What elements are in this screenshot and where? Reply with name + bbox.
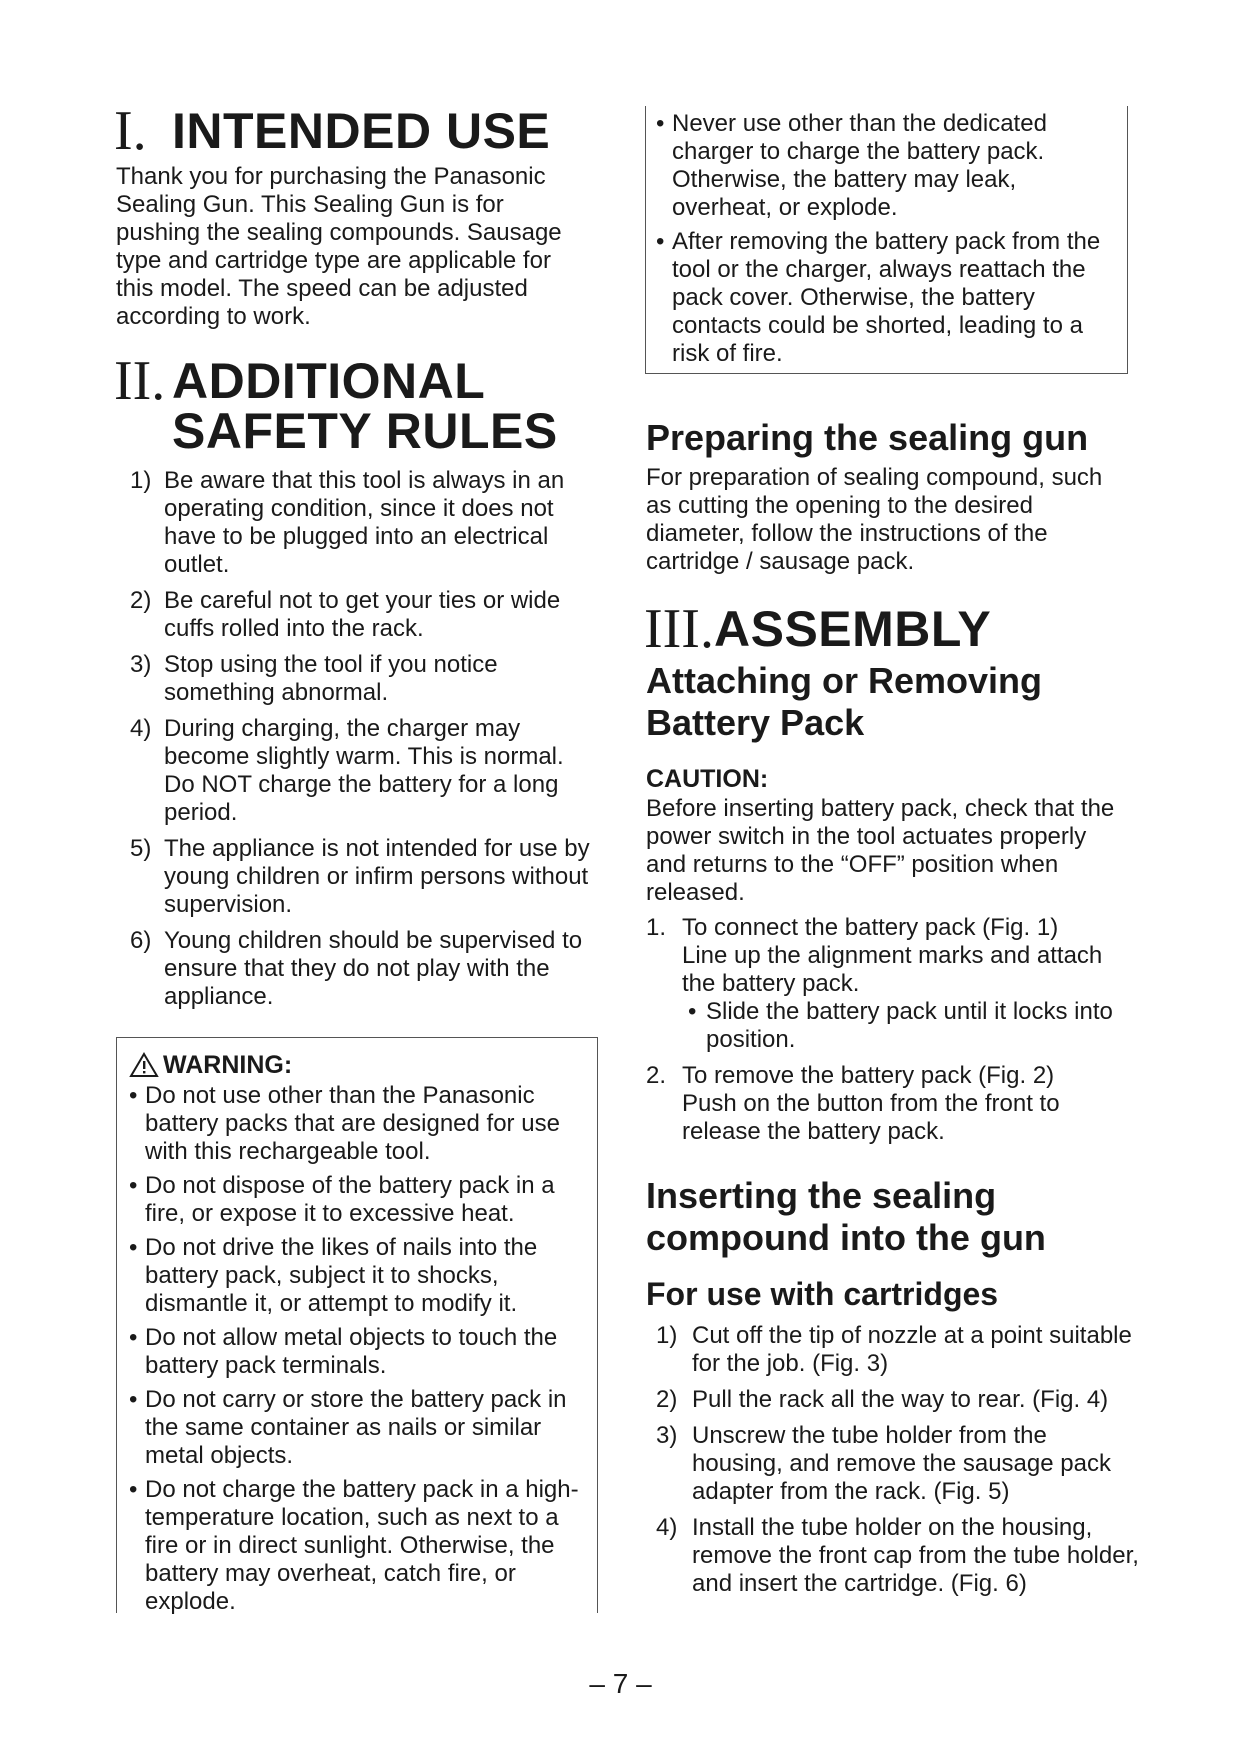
list-item: 2) Pull the rack all the way to rear. (Fig. 4) (656, 1386, 1109, 1413)
section-title-line2: SAFETY RULES (172, 403, 558, 459)
list-item: 2) Be careful not to get your ties or wide cuffs rolled into the rack. (130, 587, 561, 642)
page-number: – 7 – (589, 1668, 652, 1699)
list-item: 2. To remove the battery pack (Fig. 2) Push on the button from the front to release the battery pack. (646, 1062, 1060, 1145)
list-item: • Do not drive the likes of nails into the battery pack, subject it to shocks, dismantle it, or attempt to modify it. (129, 1234, 587, 1318)
warning-box (116, 1037, 598, 1613)
assembly-steps (646, 914, 1136, 1154)
list-item: 5) The appliance is not intended for use by young children or infirm persons without supervision. (130, 835, 590, 918)
list-item: • Do not dispose of the battery pack in a fire, or expose it to excessive heat. (129, 1172, 587, 1228)
section-assembly-heading (644, 598, 992, 660)
list-item: • Do not charge the battery pack in a high-temperature location, such as next to a fire or in direct sunlight. Otherwise, the battery may overheat, catch fire, or explode. (129, 1476, 587, 1616)
cartridge-steps (646, 1322, 1141, 1606)
list-item: 4) Install the tube holder on the housing, remove the front cap from the tube holder, and insert the cartridge. (Fig. 6) (656, 1514, 1139, 1597)
list-item: 6) Young children should be supervised to ensure that they do not play with the appliance. (130, 927, 583, 1010)
list-item: 3) Stop using the tool if you notice something abnormal. (130, 651, 498, 706)
caution-text: Before inserting battery pack, check that the power switch in the tool actuates properly and returns to the “OFF” position when released. (646, 795, 1115, 906)
inserting-heading: Inserting the sealing compound into the gun (646, 1175, 1046, 1258)
roman-numeral: I. (114, 100, 147, 162)
warning-triangle-icon (129, 1052, 159, 1078)
section-title-line1: ADDITIONAL (172, 353, 486, 409)
section-title: INTENDED USE (172, 103, 551, 159)
preparing-heading: Preparing the sealing gun (646, 417, 1089, 458)
list-item: • After removing the battery pack from the tool or the charger, always reattach the pack cover. Otherwise, the battery contacts could be shorted, leading to a risk of fire. (656, 228, 1117, 368)
list-item: 1) Be aware that this tool is always in an operating condition, since it does not have to be plugged into an electrical outlet. (130, 467, 565, 578)
list-item: • Do not carry or store the battery pack in the same container as nails or similar metal objects. (129, 1386, 587, 1470)
section-safety-rules-heading (114, 350, 558, 459)
safety-rules-list (130, 467, 600, 1019)
list-item: 1. To connect the battery pack (Fig. 1) Line up the alignment marks and attach the battery pack. • Slide the battery pack until it locks into position. (646, 914, 1136, 1054)
roman-numeral: II. (114, 350, 166, 412)
list-item: 1) Cut off the tip of nozzle at a point suitable for the job. (Fig. 3) (656, 1322, 1132, 1377)
preparing-text: For preparation of sealing compound, such as cutting the opening to the desired diameter, follow the instructions of the cartridge / sausage pack. (646, 464, 1103, 575)
list-item: • Do not use other than the Panasonic battery packs that are designed for use with this rechargeable tool. (129, 1082, 587, 1166)
roman-numeral: III. (644, 598, 714, 660)
cartridges-subheading: For use with cartridges (646, 1276, 999, 1312)
section-title: ASSEMBLY (714, 601, 992, 657)
warning-heading (129, 1050, 587, 1080)
warning-list (129, 1082, 587, 1616)
warning-label: WARNING: (163, 1051, 293, 1079)
section-intended-use-heading (114, 100, 551, 162)
warning-box-continued (645, 106, 1128, 374)
warning-continued-list (656, 110, 1117, 368)
list-item: 3) Unscrew the tube holder from the housing, and remove the sausage pack adapter from the rack. (Fig. 5) (656, 1422, 1111, 1505)
battery-pack-subheading: Attaching or Removing Battery Pack (646, 660, 1043, 743)
caution-label: CAUTION: (646, 765, 769, 793)
list-item: • Do not allow metal objects to touch the battery pack terminals. (129, 1324, 587, 1380)
intended-use-text: Thank you for purchasing the Panasonic Sealing Gun. This Sealing Gun is for pushing the sealing compounds. Sausage type and cartridge type are applicable for this model. The speed can be adjusted according to work. (116, 163, 562, 330)
list-item: 4) During charging, the charger may become slightly warm. This is normal. Do NOT charge the battery for a long period. (130, 715, 564, 826)
list-item: • Never use other than the dedicated charger to charge the battery pack. Otherwise, the battery may leak, overheat, or explode. (656, 110, 1117, 222)
